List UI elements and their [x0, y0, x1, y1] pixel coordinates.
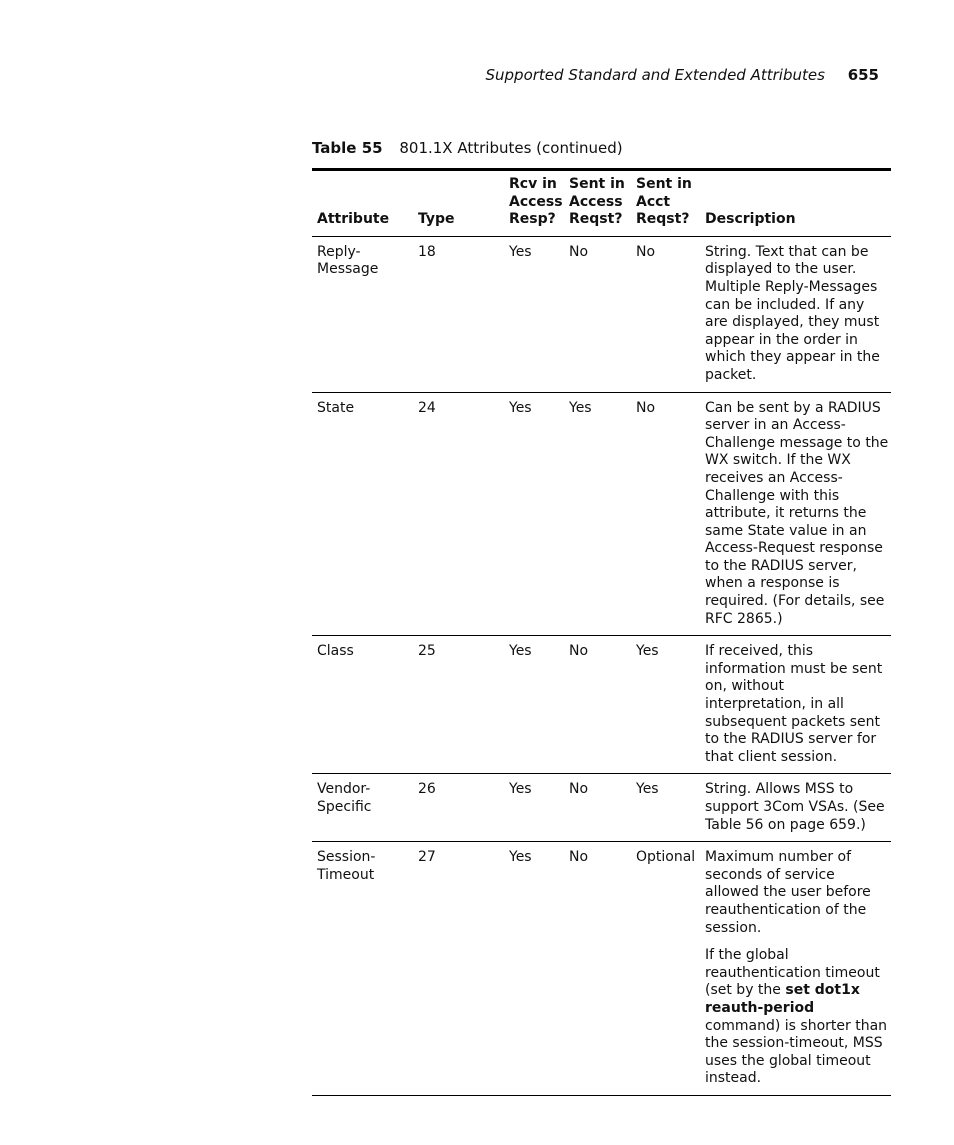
attribute-line: Vendor-: [317, 781, 371, 798]
description-paragraph: Maximum number of seconds of service allowed the user before reauthentication of the session.: [705, 849, 871, 936]
cell-type: 25: [418, 643, 436, 660]
table-row: [312, 236, 891, 392]
header-line: Sent in: [636, 176, 692, 192]
cell-rcv-access-resp: Yes: [509, 781, 532, 798]
cell-sent-access-reqst: No: [569, 243, 589, 260]
table-header-row: [312, 170, 891, 237]
cell-description: String. Allows MSS to support 3Com VSAs. (See Table 56 on page 659.): [705, 781, 885, 833]
header-line: Rcv in: [509, 176, 557, 192]
cell-description: Can be sent by a RADIUS server in an Access-Challenge message to the WX switch. If the WX receives an Access-Challenge with this attribute, it returns the same State value in an Access-Request response to the RADIUS server, when a response is required. (For details, see RFC 2865.): [705, 399, 889, 627]
header-description: Description: [705, 211, 796, 228]
running-header: [486, 66, 880, 84]
page-number: 655: [847, 66, 879, 84]
cell-sent-acct-reqst: Optional: [636, 849, 696, 866]
cell-description: If received, this information must be sent on, without interpretation, in all subsequent packets sent to the RADIUS server for that client session.: [705, 643, 883, 765]
cell-attribute: [312, 392, 413, 636]
header-line: Access: [509, 193, 563, 210]
header-line: Acct: [636, 193, 671, 210]
cell-type: 18: [418, 243, 436, 260]
header-sent-acct-reqst: [631, 170, 700, 237]
cell-rcv-access-resp: Yes: [509, 849, 532, 866]
table-caption-text: 801.1X Attributes (continued): [399, 139, 623, 157]
attribute-line: Reply-: [317, 243, 361, 260]
cell-sent-acct-reqst: No: [636, 399, 656, 416]
header-line: Access: [569, 193, 623, 210]
cell-sent-acct-reqst: Yes: [636, 643, 659, 660]
cell-attribute: [312, 636, 413, 774]
cell-sent-access-reqst: No: [569, 643, 589, 660]
header-type: Type: [418, 211, 455, 228]
cell-sent-access-reqst: Yes: [569, 399, 592, 416]
cell-description: [700, 842, 891, 1096]
header-line: Reqst?: [569, 211, 623, 228]
header-sent-access-reqst: [564, 170, 631, 237]
attribute-line: Session-: [317, 849, 376, 866]
note-text-before: If the global reauthentication timeout (set by the: [705, 947, 880, 999]
attribute-line: Timeout: [317, 866, 375, 883]
header-line: Sent in: [569, 176, 625, 192]
attribute-line: Specific: [317, 799, 372, 815]
table-row: [312, 636, 891, 774]
command-text: set dot1x reauth-period: [705, 982, 860, 1016]
cell-sent-acct-reqst: Yes: [636, 781, 659, 798]
table-row: [312, 842, 891, 1096]
note-text-after: command) is shorter than the session-timeout, MSS uses the global timeout instead.: [705, 1017, 888, 1087]
header-attribute: Attribute: [317, 211, 390, 228]
cell-sent-acct-reqst: No: [636, 243, 656, 260]
cell-sent-access-reqst: No: [569, 849, 589, 866]
cell-attribute: [312, 774, 413, 842]
cell-type: 27: [418, 849, 436, 866]
running-header-title: Supported Standard and Extended Attributes: [485, 66, 825, 84]
cell-type: 26: [418, 781, 436, 798]
table-row: [312, 392, 891, 636]
header-rcv-access-resp: [504, 170, 564, 237]
attribute-line: Message: [317, 261, 379, 278]
cell-attribute: [312, 842, 413, 1096]
cell-type: 24: [418, 399, 436, 416]
cell-sent-access-reqst: No: [569, 781, 589, 798]
description-note: [705, 947, 889, 1088]
cell-rcv-access-resp: Yes: [509, 643, 532, 660]
cell-attribute: [312, 236, 413, 392]
attributes-table: [312, 168, 891, 1096]
cell-description: String. Text that can be displayed to the user. Multiple Reply-Messages can be included. If any are displayed, they must appear in the order in which they appear in the packet.: [705, 243, 880, 383]
table-caption-label: Table 55: [312, 139, 383, 157]
table-row: [312, 774, 891, 842]
header-line: Resp?: [509, 211, 556, 228]
header-line: Reqst?: [636, 211, 690, 228]
cell-rcv-access-resp: Yes: [509, 399, 532, 416]
attribute-line: State: [317, 399, 355, 416]
cell-rcv-access-resp: Yes: [509, 243, 532, 260]
attribute-line: Class: [317, 643, 354, 660]
table-caption: [312, 139, 623, 157]
